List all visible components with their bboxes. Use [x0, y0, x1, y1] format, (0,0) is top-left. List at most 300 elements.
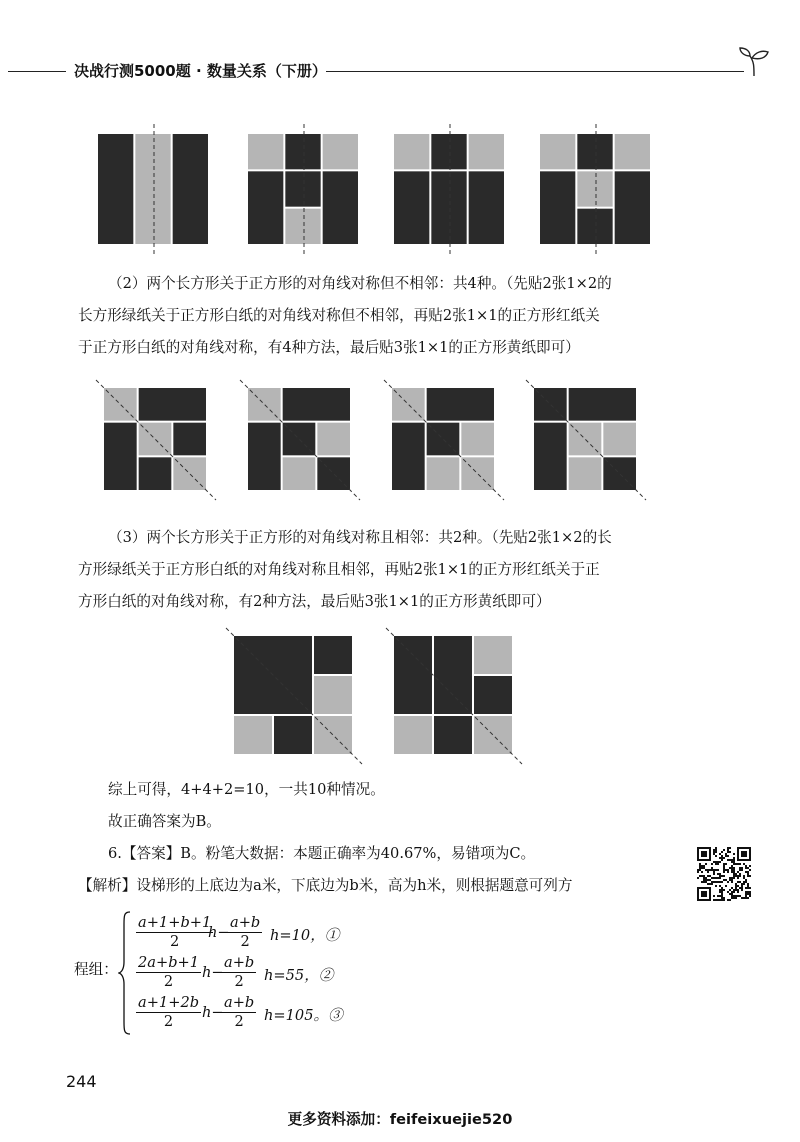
header-title: 决战行测5000题 · 数量关系（下册） — [74, 62, 327, 80]
tile-r1-0-1 — [135, 134, 170, 244]
qr-module — [729, 859, 731, 861]
qr-module — [703, 881, 705, 883]
qr-module — [723, 875, 725, 877]
qr-module — [717, 873, 719, 875]
qr-module — [749, 891, 751, 893]
qr-module — [699, 867, 701, 869]
qr-module — [737, 877, 739, 879]
qr-module — [731, 895, 733, 897]
qr-module — [739, 863, 741, 865]
qr-module — [699, 865, 701, 867]
qr-module — [713, 869, 715, 871]
qr-module — [721, 857, 723, 859]
qr-module — [721, 887, 723, 889]
tiling-square-r3-0 — [226, 628, 362, 764]
paragraph-2-line-3: 于正方形白纸的对角线对称，有4种方法，最后贴3张1×1的正方形黄纸即可） — [78, 339, 580, 356]
tile-r3-0-1 — [314, 636, 352, 674]
eq3-frac-2-den: 2 — [234, 1013, 244, 1030]
summary-line-1: 综上可得，4+4+2=10，一共10种情况。 — [108, 781, 385, 798]
qr-module — [717, 877, 719, 879]
qr-module — [723, 871, 725, 873]
qr-module — [723, 889, 725, 891]
qr-module — [711, 883, 713, 885]
qr-module — [747, 891, 749, 893]
tile-r2-1-2 — [248, 423, 281, 490]
qr-module — [747, 893, 749, 895]
qr-module — [713, 895, 715, 897]
qr-module — [747, 875, 749, 877]
qr-module — [733, 875, 735, 877]
qr-module — [719, 875, 721, 877]
qr-module — [715, 847, 717, 849]
tile-r1-3-3 — [540, 171, 575, 244]
qr-module — [723, 879, 725, 881]
eq2-frac-1 — [136, 954, 201, 990]
qr-module — [699, 875, 701, 877]
qr-module — [703, 867, 705, 869]
qr-module — [733, 867, 735, 869]
qr-module — [721, 875, 723, 877]
qr-module — [723, 865, 725, 867]
qr-module — [739, 875, 741, 877]
qr-module — [707, 869, 709, 871]
qr-module — [697, 869, 699, 871]
qr-module — [701, 871, 703, 873]
qr-module — [743, 883, 745, 885]
tiling-square-r1-2 — [394, 124, 504, 256]
qr-module — [729, 889, 731, 891]
tile-r2-2-5 — [427, 457, 460, 490]
equation-label: 程组： — [74, 961, 118, 978]
summary-line-2: 故正确答案为B。 — [108, 813, 221, 830]
figure-row-2 — [90, 378, 670, 508]
qr-module — [739, 867, 741, 869]
eq3-minus: h− — [202, 1004, 224, 1021]
qr-module — [725, 853, 727, 855]
equation-system — [74, 908, 434, 1038]
tile-r1-2-0 — [394, 134, 429, 169]
qr-module — [749, 895, 751, 897]
qr-module — [699, 863, 701, 865]
paragraph-2-line-1: （2）两个长方形关于正方形的对角线对称但不相邻：共4种。（先贴2张1×2的 — [108, 275, 612, 292]
qr-module — [719, 861, 721, 863]
header-rule-right — [326, 71, 744, 72]
qr-module — [737, 895, 739, 897]
qr-module — [715, 877, 717, 879]
qr-finder-inner-a — [701, 851, 707, 857]
qr-module — [727, 847, 729, 849]
qr-module — [741, 889, 743, 891]
tile-r3-0-4 — [274, 716, 312, 754]
answer-6-line: 6.【答案】B。粉笔大数据：本题正确率为40.67%，易错项为C。 — [108, 845, 536, 862]
qr-module — [739, 881, 741, 883]
qr-module — [725, 885, 727, 887]
qr-module — [733, 895, 735, 897]
qr-module — [737, 885, 739, 887]
qr-module — [707, 875, 709, 877]
eq2-frac-2-den: 2 — [234, 973, 244, 990]
qr-module — [719, 891, 721, 893]
tile-r3-1-4 — [394, 716, 432, 754]
tile-r3-0-2 — [314, 676, 352, 714]
eq1-rhs: h=10，① — [270, 927, 340, 944]
qr-module — [717, 899, 719, 901]
qr-module — [707, 871, 709, 873]
qr-module — [745, 867, 747, 869]
tiling-square-r3-1 — [386, 628, 522, 764]
qr-module — [741, 867, 743, 869]
qr-module — [721, 855, 723, 857]
qr-module — [719, 895, 721, 897]
qr-module — [705, 879, 707, 881]
qr-module — [703, 879, 705, 881]
qr-module — [731, 897, 733, 899]
qr-module — [721, 881, 723, 883]
qr-finder-inner-c — [701, 891, 707, 897]
left-brace-icon — [118, 910, 132, 1036]
qr-module — [727, 881, 729, 883]
qr-module — [713, 899, 715, 901]
tile-r1-0-2 — [173, 134, 208, 244]
tile-r2-3-5 — [569, 457, 602, 490]
qr-module — [729, 867, 731, 869]
eq3-rhs: h=105。③ — [264, 1007, 343, 1024]
qr-module — [721, 891, 723, 893]
qr-module — [733, 873, 735, 875]
figure-row-3-svg — [220, 622, 540, 772]
eq1-frac-1 — [136, 914, 213, 950]
qr-module — [703, 877, 705, 879]
qr-module — [727, 851, 729, 853]
qr-module — [719, 877, 721, 879]
qr-module — [745, 865, 747, 867]
qr-module — [735, 873, 737, 875]
qr-module — [721, 895, 723, 897]
qr-module — [715, 855, 717, 857]
qr-module — [723, 897, 725, 899]
qr-module — [717, 861, 719, 863]
tile-r1-2-1 — [431, 134, 466, 169]
qr-module — [725, 879, 727, 881]
qr-module — [723, 867, 725, 869]
qr-module — [737, 863, 739, 865]
qr-module — [701, 875, 703, 877]
tile-r1-0-0 — [98, 134, 133, 244]
tile-r1-2-4 — [431, 171, 466, 244]
qr-module — [727, 891, 729, 893]
qr-module — [729, 877, 731, 879]
qr-module — [733, 891, 735, 893]
qr-module — [719, 857, 721, 859]
qr-module — [735, 889, 737, 891]
tile-r2-0-4 — [173, 423, 206, 456]
eq1-frac-2-den: 2 — [240, 933, 250, 950]
qr-module — [733, 863, 735, 865]
qr-module — [703, 875, 705, 877]
qr-module — [737, 889, 739, 891]
eq2-frac-2-num: a+b — [224, 954, 255, 971]
qr-module — [719, 889, 721, 891]
tile-r1-3-2 — [615, 134, 650, 169]
qr-module — [707, 883, 709, 885]
qr-module — [723, 863, 725, 865]
qr-module — [731, 865, 733, 867]
eq2-frac-1-den: 2 — [163, 973, 174, 990]
qr-module — [727, 871, 729, 873]
qr-module — [717, 869, 719, 871]
qr-module — [749, 865, 751, 867]
tile-r2-2-2 — [392, 423, 425, 490]
qr-module — [713, 849, 715, 851]
tile-r1-1-4 — [285, 171, 320, 206]
eq3-frac-2-num: a+b — [224, 994, 255, 1011]
qr-module — [715, 861, 717, 863]
tile-r1-3-4 — [577, 171, 612, 206]
tile-r1-2-5 — [469, 171, 504, 244]
figure-row-3 — [220, 622, 540, 772]
qr-module — [743, 863, 745, 865]
qr-module — [721, 889, 723, 891]
qr-module — [717, 863, 719, 865]
tile-r1-3-1 — [577, 134, 612, 169]
qr-module — [733, 853, 735, 855]
qr-module — [733, 861, 735, 863]
qr-module — [705, 863, 707, 865]
qr-module — [745, 891, 747, 893]
tile-r3-1-2 — [474, 636, 512, 674]
qr-module — [719, 899, 721, 901]
qr-module — [711, 867, 713, 869]
eq2-frac-2 — [222, 954, 256, 990]
qr-module — [715, 869, 717, 871]
qr-module — [729, 847, 731, 849]
qr-module — [741, 897, 743, 899]
qr-module — [713, 853, 715, 855]
qr-module — [711, 863, 713, 865]
qr-module — [737, 891, 739, 893]
tile-r3-1-1 — [434, 636, 472, 714]
tile-r2-3-1 — [569, 388, 636, 421]
qr-module — [699, 869, 701, 871]
qr-module — [735, 897, 737, 899]
tile-r1-2-3 — [394, 171, 429, 244]
qr-module — [731, 879, 733, 881]
paragraph-3-line-3: 方形白纸的对角线对称，有2种方法，最后贴3张1×1的正方形黄纸即可） — [78, 593, 551, 610]
sprout-icon — [736, 42, 772, 78]
qr-module — [731, 859, 733, 861]
qr-module — [745, 879, 747, 881]
qr-module — [707, 879, 709, 881]
qr-module — [717, 881, 719, 883]
tile-r1-1-3 — [248, 171, 283, 244]
tile-r2-3-4 — [603, 423, 636, 456]
qr-finder-inner-b — [741, 851, 747, 857]
qr-module — [719, 873, 721, 875]
qr-module — [709, 883, 711, 885]
qr-module — [741, 887, 743, 889]
qr-module — [745, 893, 747, 895]
qr-module — [713, 861, 715, 863]
page-number: 244 — [66, 1072, 97, 1091]
eq3-frac-1-num: a+1+2b — [138, 994, 200, 1011]
qr-module — [749, 869, 751, 871]
qr-module — [711, 881, 713, 883]
eq3-frac-2 — [222, 994, 256, 1030]
qr-module — [729, 851, 731, 853]
qr-module — [743, 881, 745, 883]
qr-module — [741, 869, 743, 871]
qr-module — [739, 895, 741, 897]
qr-module — [747, 883, 749, 885]
qr-module — [697, 877, 699, 879]
qr-module — [721, 859, 723, 861]
qr-module — [719, 881, 721, 883]
qr-module — [731, 871, 733, 873]
summary — [78, 774, 688, 902]
qr-module — [727, 899, 729, 901]
tile-r2-2-4 — [461, 423, 494, 456]
qr-module — [723, 869, 725, 871]
qr-module — [715, 863, 717, 865]
qr-module — [733, 857, 735, 859]
header-rule-left — [8, 71, 66, 72]
qr-module — [729, 879, 731, 881]
paragraph-2 — [78, 268, 688, 364]
tile-r3-0-3 — [234, 716, 272, 754]
qr-module — [721, 899, 723, 901]
tile-r1-3-0 — [540, 134, 575, 169]
tile-r2-1-4 — [317, 423, 350, 456]
tile-r2-3-2 — [534, 423, 567, 490]
qr-module — [743, 897, 745, 899]
qr-module — [709, 879, 711, 881]
tile-r2-2-1 — [427, 388, 494, 421]
qr-module — [731, 877, 733, 879]
footer-note: 更多资料添加：feifeixuejie520 — [287, 1111, 513, 1128]
qr-module — [723, 849, 725, 851]
qr-module — [739, 873, 741, 875]
tile-r1-1-6 — [323, 171, 358, 244]
qr-module — [733, 877, 735, 879]
qr-module — [701, 867, 703, 869]
qr-module — [741, 885, 743, 887]
qr-module — [701, 881, 703, 883]
qr-module — [745, 897, 747, 899]
qr-module — [749, 887, 751, 889]
tile-r2-1-5 — [283, 457, 316, 490]
tile-r2-0-1 — [139, 388, 206, 421]
qr-module — [711, 877, 713, 879]
qr-module — [735, 875, 737, 877]
tiling-square-r1-3 — [540, 124, 650, 256]
qr-module — [747, 897, 749, 899]
tile-r3-1-0 — [394, 636, 432, 714]
qr-module — [719, 885, 721, 887]
qr-module — [745, 887, 747, 889]
qr-module — [747, 867, 749, 869]
tile-r3-1-5 — [434, 716, 472, 754]
qr-module — [705, 869, 707, 871]
qr-module — [711, 869, 713, 871]
qr-module — [747, 873, 749, 875]
tile-r3-1-3 — [474, 676, 512, 714]
tile-r1-1-1 — [285, 134, 320, 169]
tiling-square-r2-0 — [96, 380, 216, 500]
eq1-frac-2 — [228, 914, 262, 950]
qr-module — [739, 869, 741, 871]
qr-module — [735, 885, 737, 887]
qr-module — [749, 875, 751, 877]
qr-module — [727, 855, 729, 857]
qr-module — [705, 881, 707, 883]
qr-module — [723, 899, 725, 901]
qr-module — [733, 859, 735, 861]
qr-module — [713, 871, 715, 873]
qr-module — [713, 877, 715, 879]
tile-r1-1-5 — [285, 209, 320, 244]
paragraph-3-line-1: （3）两个长方形关于正方形的对角线对称且相邻：共2种。（先贴2张1×2的长 — [108, 529, 612, 546]
qr-module — [735, 887, 737, 889]
qr-module — [723, 857, 725, 859]
eq1-frac-1-den: 2 — [170, 933, 180, 950]
tiling-square-r2-1 — [240, 380, 360, 500]
qr-module — [721, 893, 723, 895]
qr-module — [731, 887, 733, 889]
tile-r2-0-5 — [139, 457, 172, 490]
qr-module — [743, 877, 745, 879]
qr-module — [729, 893, 731, 895]
qr-module — [717, 895, 719, 897]
qr-module — [747, 887, 749, 889]
qr-module — [715, 885, 717, 887]
tile-r1-3-5 — [577, 209, 612, 244]
qr-module — [727, 859, 729, 861]
tiling-square-r1-0 — [98, 124, 208, 256]
eq1-frac-1-num: a+1+b+1 — [138, 914, 212, 931]
qr-module — [737, 871, 739, 873]
qr-module — [731, 867, 733, 869]
eq3-frac-1 — [136, 994, 201, 1030]
tiling-square-r1-1 — [248, 124, 358, 256]
qr-module — [745, 871, 747, 873]
figure-row-1 — [90, 118, 650, 258]
qr-module — [735, 863, 737, 865]
qr-module — [725, 863, 727, 865]
qr-module — [735, 883, 737, 885]
qr-module — [737, 875, 739, 877]
qr-module — [745, 881, 747, 883]
tile-r2-0-2 — [104, 423, 137, 490]
qr-module — [701, 865, 703, 867]
eq2-minus: h− — [202, 964, 224, 981]
qr-module — [713, 881, 715, 883]
qr-module — [709, 875, 711, 877]
qr-module — [713, 873, 715, 875]
qr-module — [733, 889, 735, 891]
tile-r2-1-1 — [283, 388, 350, 421]
qr-module — [727, 849, 729, 851]
qr-code-icon — [695, 845, 753, 903]
tile-r1-1-0 — [248, 134, 283, 169]
qr-module — [737, 881, 739, 883]
eq1-frac-2-num: a+b — [230, 914, 261, 931]
qr-module — [733, 897, 735, 899]
qr-module — [715, 849, 717, 851]
qr-module — [697, 871, 699, 873]
qr-module — [703, 865, 705, 867]
qr-module — [735, 895, 737, 897]
qr-module — [729, 899, 731, 901]
